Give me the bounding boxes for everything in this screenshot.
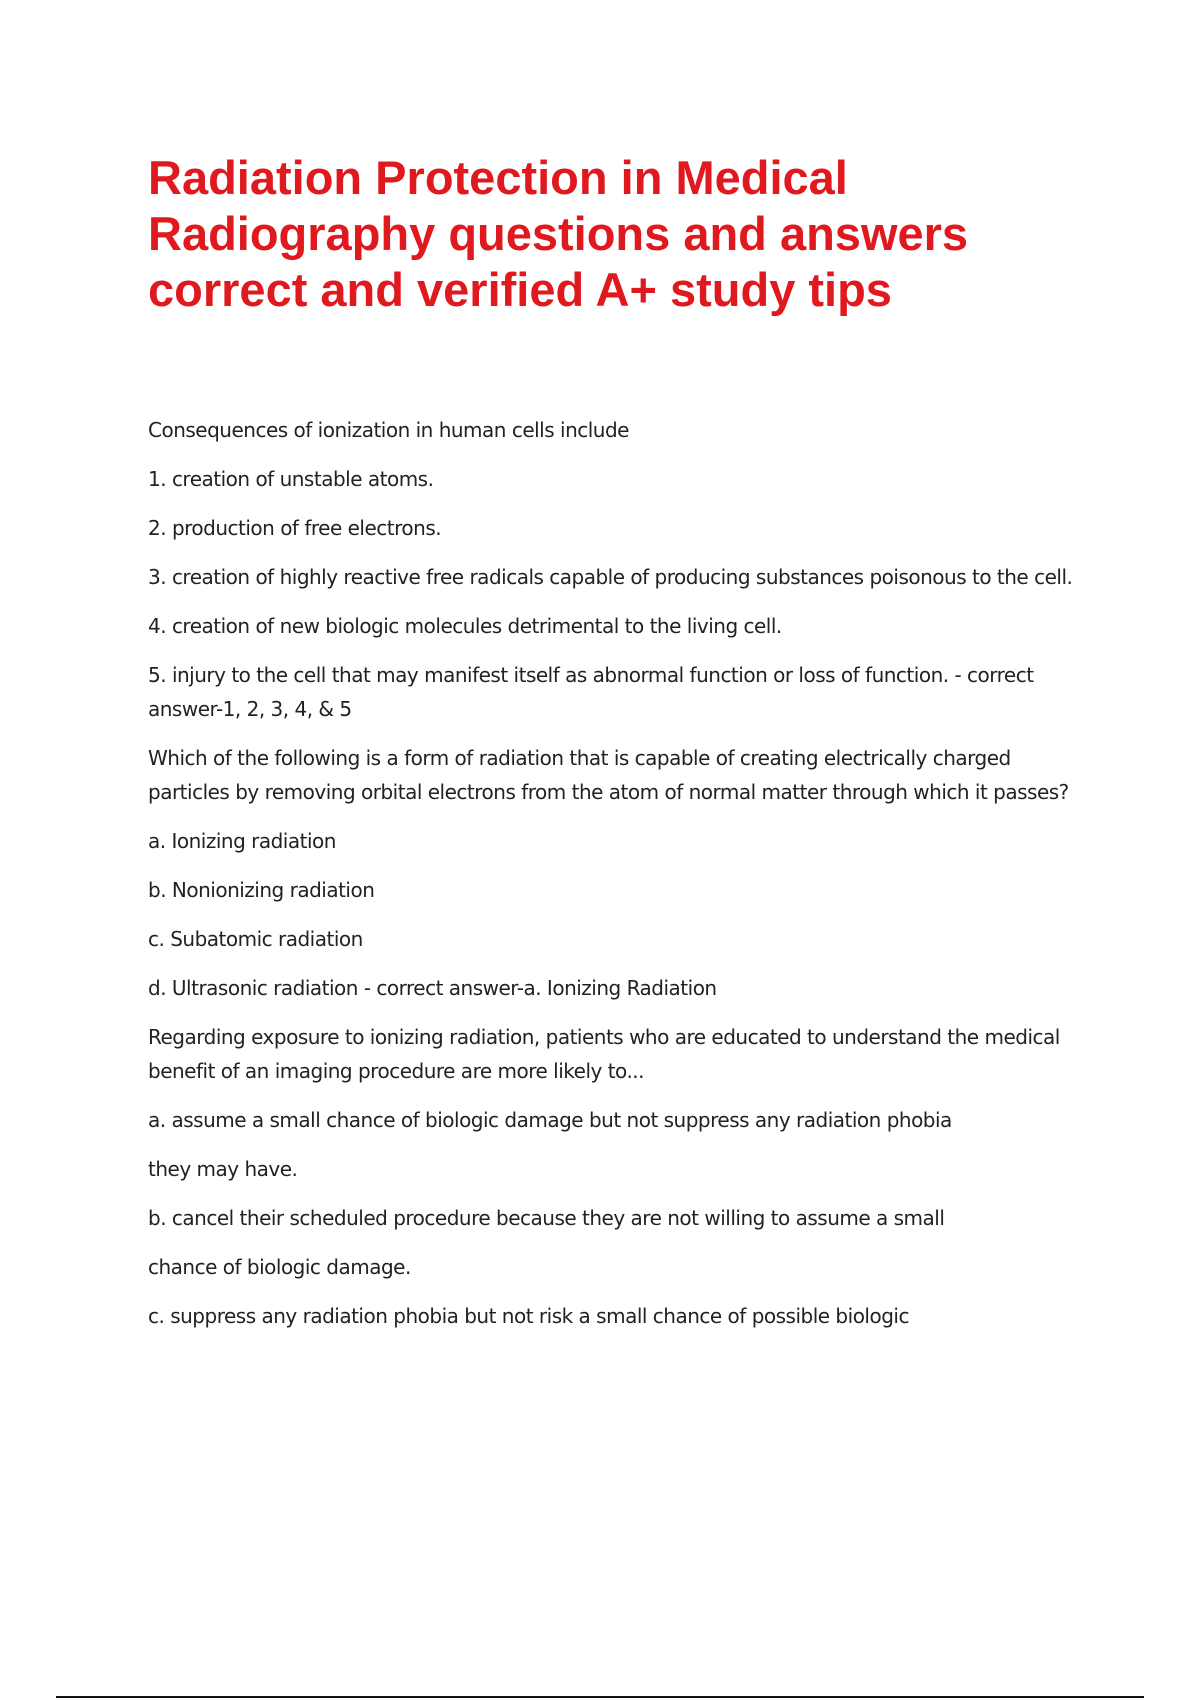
- answer-option: a. assume a small chance of biologic damage but not suppress any radiation phobia: [148, 1108, 952, 1132]
- bottom-divider: [56, 1696, 1144, 1698]
- title-line: Radiography questions and answers: [148, 207, 969, 260]
- question-stem: Which of the following is a form of radiation that is capable of creating electrically charged particles by removing orbital electrons from the atom of normal matter through which it passes?: [148, 746, 1069, 804]
- title-line: correct and verified A+ study tips: [148, 263, 892, 316]
- answer-option: b. Nonionizing radiation: [148, 878, 375, 902]
- list-item: 1. creation of unstable atoms.: [148, 467, 434, 491]
- answer-option-with-answer: d. Ultrasonic radiation - correct answer-a. Ionizing Radiation: [148, 976, 717, 1000]
- document-title: [148, 150, 1108, 318]
- list-item: 3. creation of highly reactive free radicals capable of producing substances poisonous to the cell.: [148, 565, 1073, 589]
- answer-option: c. suppress any radiation phobia but not risk a small chance of possible biologic: [148, 1304, 909, 1328]
- answer-option: c. Subatomic radiation: [148, 927, 363, 951]
- document-body: [148, 413, 1088, 1348]
- list-item: 2. production of free electrons.: [148, 516, 442, 540]
- title-line: Radiation Protection in Medical: [148, 151, 848, 204]
- list-item: 4. creation of new biologic molecules detrimental to the living cell.: [148, 614, 782, 638]
- answer-option-continuation: they may have.: [148, 1157, 298, 1181]
- question-stem: Regarding exposure to ionizing radiation, patients who are educated to understand the medical benefit of an imaging procedure are more likely to...: [148, 1025, 1060, 1083]
- answer-option: b. cancel their scheduled procedure because they are not willing to assume a small: [148, 1206, 945, 1230]
- question-stem: Consequences of ionization in human cells include: [148, 418, 629, 442]
- answer-option-continuation: chance of biologic damage.: [148, 1255, 411, 1279]
- list-item-with-answer: 5. injury to the cell that may manifest itself as abnormal function or loss of function. - correct answer-1, 2, 3, 4, & 5: [148, 663, 1034, 721]
- answer-option: a. Ionizing radiation: [148, 829, 336, 853]
